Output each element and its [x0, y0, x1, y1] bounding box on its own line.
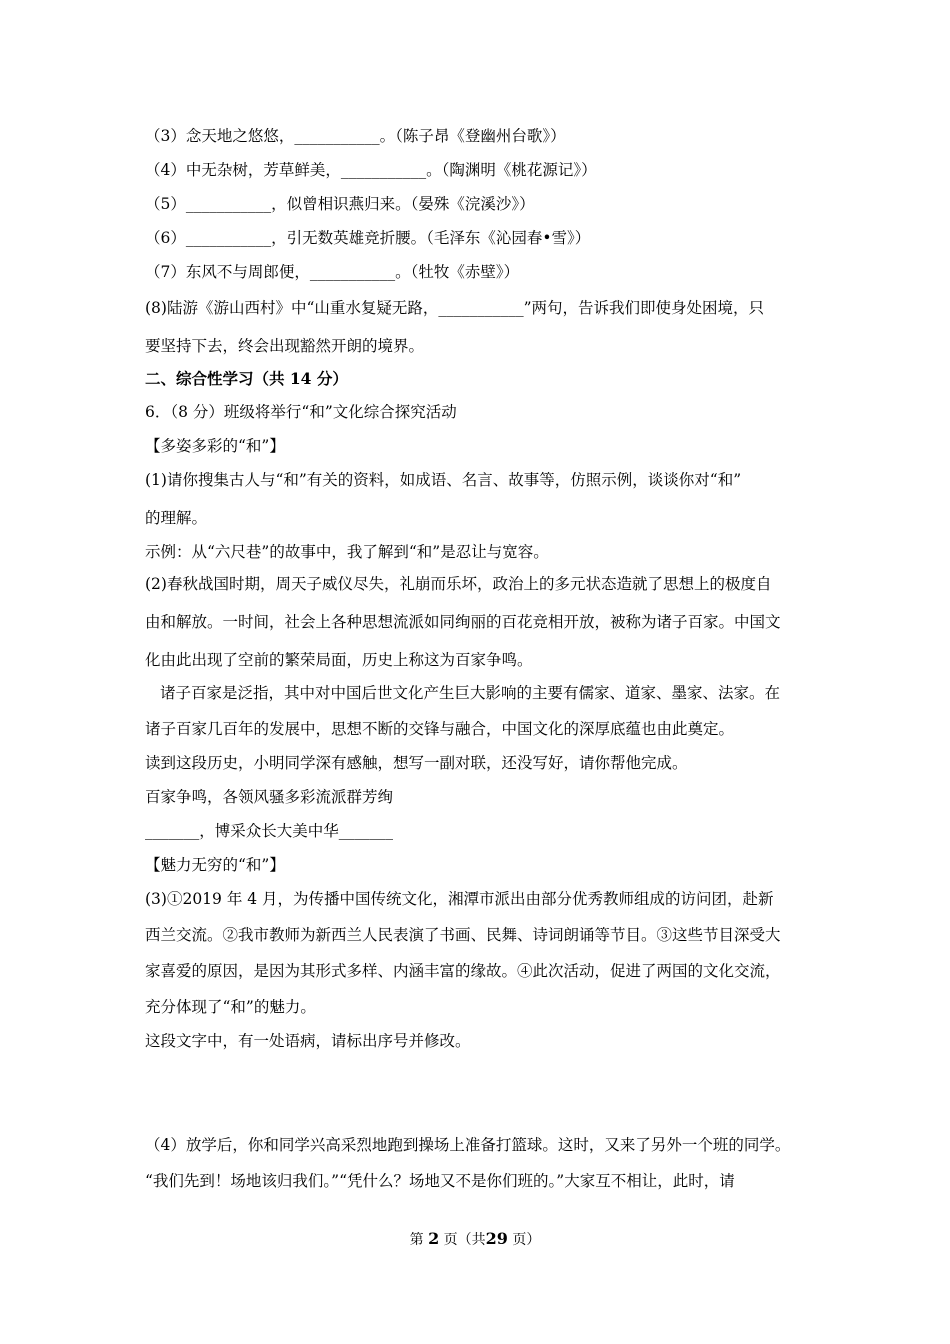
text-line: 示例：从“六尺巷”的故事中，我了解到“和”是忍让与宽容。 — [145, 543, 549, 561]
text-line: 化由此出现了空前的繁荣局面，历史上称这为百家争鸣。 — [145, 651, 533, 669]
footer-suffix: 页） — [512, 1232, 541, 1248]
footer-middle: 页（共 — [443, 1232, 486, 1248]
text-line: （4）放学后，你和同学兴高采烈地跑到操场上准备打篮球。这时，又来了另外一个班的同学。 — [145, 1136, 791, 1154]
text-line: 由和解放。一时间，社会上各种思想流派如同绚丽的百花竞相开放，被称为诸子百家。中国文 — [145, 613, 781, 631]
current-page-number: 2 — [428, 1229, 440, 1248]
page-footer — [0, 1229, 950, 1250]
text-line: （6）___________，引无数英雄竞折腰。（毛泽东《沁园春•雪》） — [145, 229, 591, 247]
text-line: 的理解。 — [145, 509, 208, 527]
text-line: （5）___________，似曾相识燕归来。（晏殊《浣溪沙》） — [145, 195, 535, 213]
text-line: (3)①2019 年 4 月，为传播中国传统文化，湘潭市派出由部分优秀教师组成的访问团，赴新 — [145, 890, 774, 908]
footer-prefix: 第 — [409, 1232, 424, 1248]
total-pages-number: 29 — [485, 1229, 508, 1248]
text-line: 要坚持下去，终会出现豁然开朗的境界。 — [145, 337, 425, 355]
text-line: （3）念天地之悠悠，___________。（陈子昂《登幽州台歌》） — [145, 127, 566, 145]
text-line: 诸子百家是泛指，其中对中国后世文化产生巨大影响的主要有儒家、道家、墨家、法家。在 — [160, 684, 781, 702]
subsection-heading: 【魅力无穷的“和”】 — [145, 856, 285, 874]
text-line: 西兰交流。②我市教师为新西兰人民表演了书画、民舞、诗词朗诵等节目。③这些节目深受大 — [145, 926, 781, 944]
text-line: 家喜爱的原因，是因为其形式多样、内涵丰富的缘故。④此次活动，促进了两国的文化交流， — [145, 962, 781, 980]
text-line: “我们先到！场地该归我们。”“凭什么？场地又不是你们班的。”大家互不相让，此时，请 — [145, 1172, 735, 1190]
text-line: 这段文字中，有一处语病，请标出序号并修改。 — [145, 1032, 471, 1050]
section-heading: 二、综合性学习（共 14 分） — [145, 369, 348, 388]
text-line: 充分体现了“和”的魅力。 — [145, 998, 316, 1016]
text-line: 诸子百家几百年的发展中，思想不断的交锋与融合，中国文化的深厚底蕴也由此奠定。 — [145, 720, 735, 738]
text-line: （7）东风不与周郎便，___________。（牡牧《赤壁》） — [145, 263, 520, 281]
text-line: (8)陆游《游山西村》中“山重水复疑无路，___________”两句，告诉我们即使身处困境，只 — [145, 299, 765, 317]
couplet-line: _______，博采众长大美中华_______ — [145, 822, 394, 840]
text-line: （4）中无杂树，芳草鲜美，___________。（陶渊明《桃花源记》） — [145, 161, 597, 179]
text-line: (2)春秋战国时期，周天子威仪尽失，礼崩而乐坏，政治上的多元状态造就了思想上的极度自 — [145, 575, 772, 593]
couplet-line: 百家争鸣，各领风骚多彩流派群芳绚 — [145, 788, 394, 806]
text-line: 读到这段历史，小明同学深有感触，想写一副对联，还没写好，请你帮他完成。 — [145, 754, 688, 772]
text-line: (1)请你搜集古人与“和”有关的资料，如成语、名言、故事等，仿照示例，谈谈你对“和” — [145, 471, 742, 489]
question-title: 6．（8 分）班级将举行“和”文化综合探究活动 — [145, 403, 457, 421]
subsection-heading: 【多姿多彩的“和”】 — [145, 437, 285, 455]
